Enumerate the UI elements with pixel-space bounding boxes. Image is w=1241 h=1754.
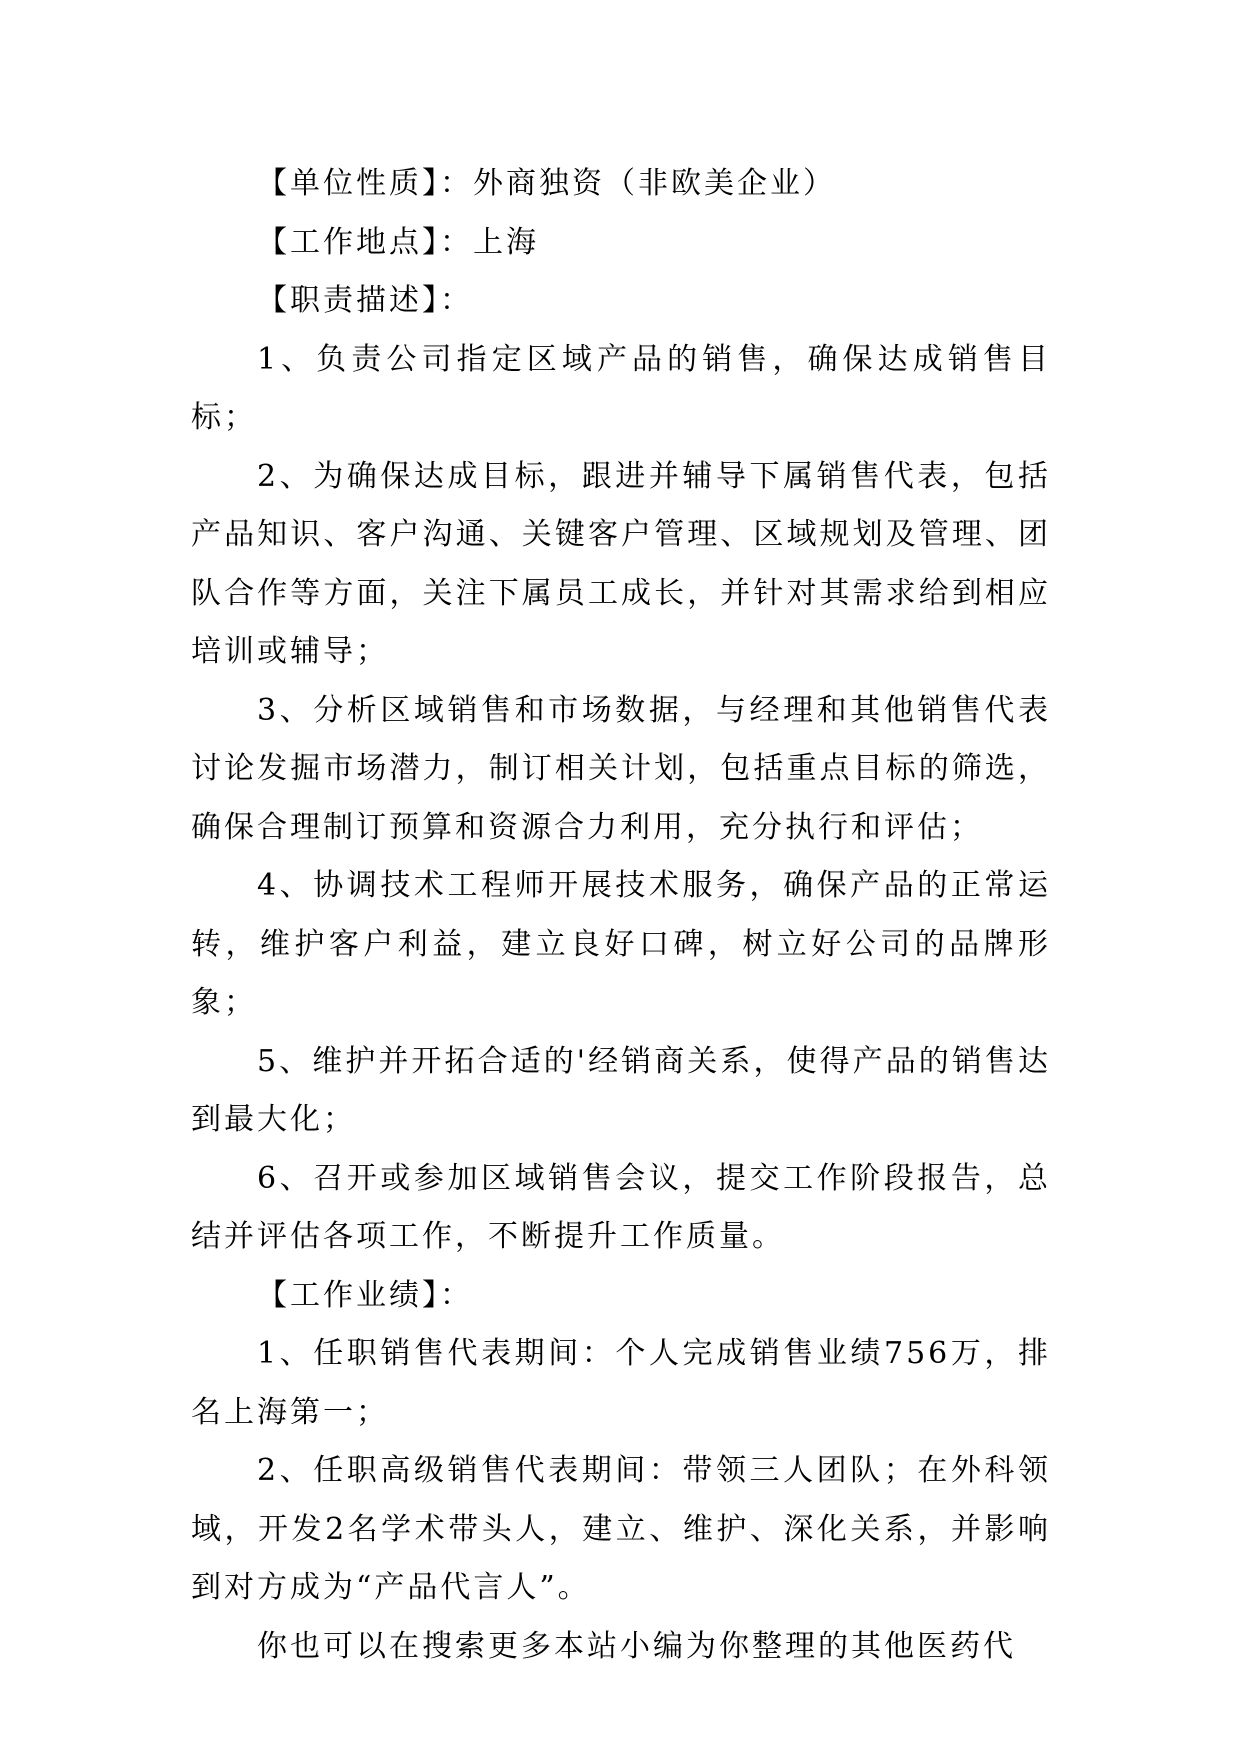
paragraph-unit-nature: 【单位性质】：外商独资（非欧美企业） [257,166,836,201]
duty-item-4: 4、协调技术工程师开展技术服务，确保产品的正常运转，维护客户利益，建立良好口碑，树立好公司的品牌形象； [191,868,1051,1020]
performance-item-1: 1、任职销售代表期间：个人完成销售业绩756万，排名上海第一； [191,1336,1051,1430]
duty-item-3: 3、分析区域销售和市场数据，与经理和其他销售代表讨论发掘市场潜力，制订相关计划，包括重点目标的筛选，确保合理制订预算和资源合力利用，充分执行和评估； [191,692,1051,845]
duty-item-5: 5、维护并开拓合适的'经销商关系，使得产品的销售达到最大化； [191,1043,1051,1137]
duty-item-2: 2、为确保达成目标，跟进并辅导下属销售代表，包括产品知识、客户沟通、关键客户管理、区域规划及管理、团队合作等方面，关注下属员工成长，并针对其需求给到相应培训或辅导； [191,458,1051,669]
duty-item-1: 1、负责公司指定区域产品的销售，确保达成销售目标； [191,341,1051,435]
performance-item-2: 2、任职高级销售代表期间：带领三人团队；在外科领域，开发2名学术带头人，建立、维护、深化关系，并影响到对方成为“产品代言人”。 [191,1453,1051,1605]
duty-item-6: 6、召开或参加区域销售会议，提交工作阶段报告，总结并评估各项工作，不断提升工作质量。 [191,1160,1051,1254]
document-page [191,155,1051,1676]
closing-paragraph: 你也可以在搜索更多本站小编为你整理的其他医药代 [257,1628,1016,1664]
heading-job-description: 【职责描述】： [257,283,473,318]
heading-work-performance: 【工作业绩】： [257,1277,473,1313]
paragraph-work-location: 【工作地点】：上海 [257,224,539,260]
